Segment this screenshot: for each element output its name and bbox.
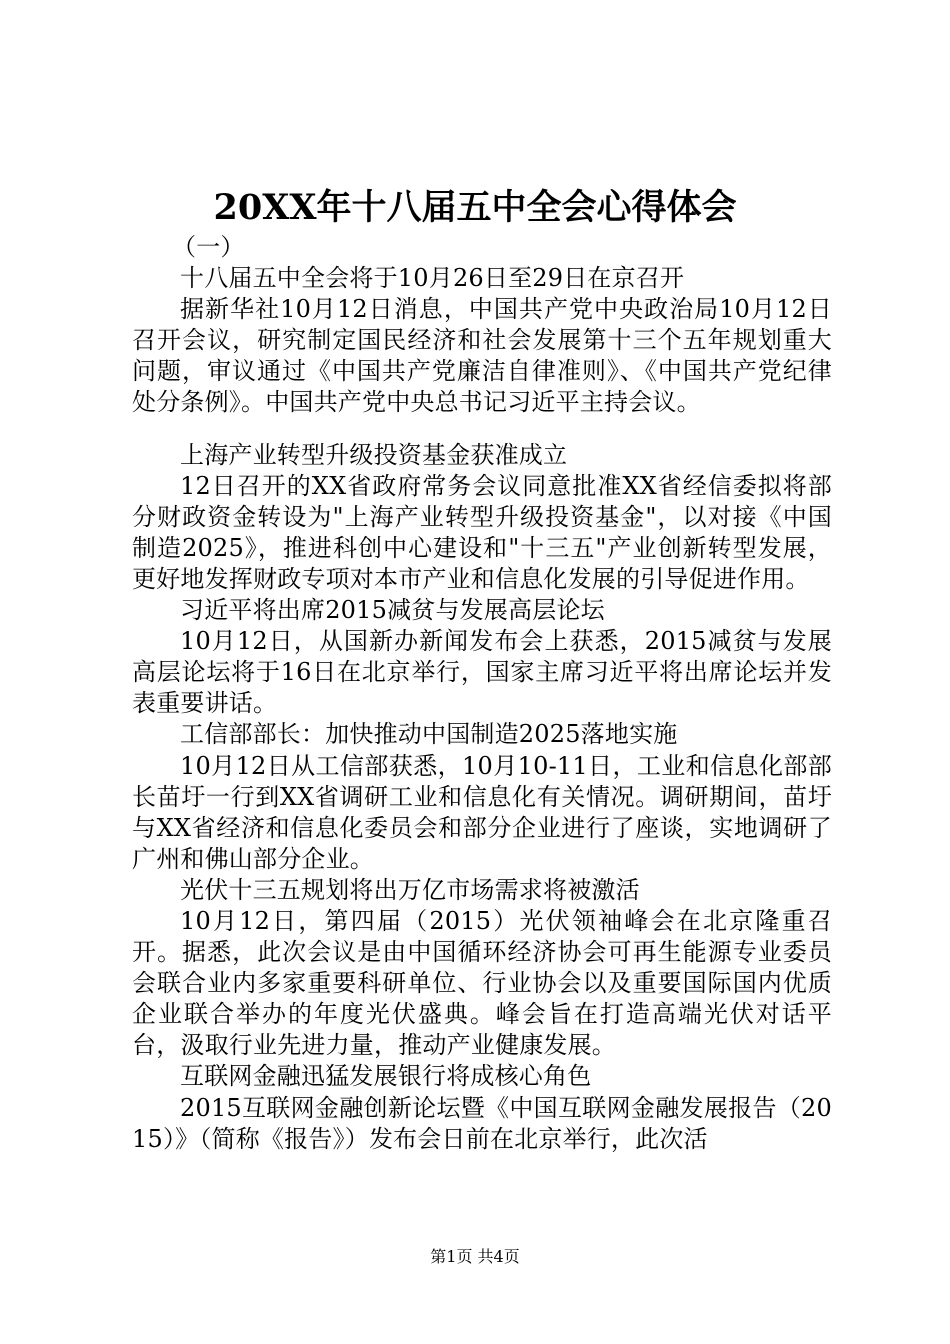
paragraph: 10月12日从工信部获悉，10月10-11日，工业和信息化部部长苗圩一行到XX省调研工业和信息化有关情况。调研期间，苗圩与XX省经济和信息化委员会和部分企业进行了座谈，实地调研了广州和佛山部分企业。 xyxy=(132,751,832,873)
document-title: 20XX年十八届五中全会心得体会 xyxy=(213,187,737,228)
document-body xyxy=(132,232,832,1155)
paragraph: 2015互联网金融创新论坛暨《中国互联网金融发展报告（2015）》（简称《报告》）发布会日前在北京举行，此次活 xyxy=(132,1093,832,1153)
paragraph: 上海产业转型升级投资基金获准成立 xyxy=(180,440,568,469)
page-footer: 第1页 共4页 xyxy=(430,1247,520,1266)
paragraph: 互联网金融迅猛发展银行将成核心角色 xyxy=(180,1062,592,1091)
section-number: （一） xyxy=(172,233,245,261)
paragraph: 工信部部长：加快推动中国制造2025落地实施 xyxy=(180,720,678,749)
paragraph: 据新华社10月12日消息，中国共产党中央政治局10月12日召开会议，研究制定国民经济和社会发展第十三个五年规划重大问题，审议通过《中国共产党廉洁自律准则》、《中国共产党纪律处分条例》。中国共产党中央总书记习近平主持会议。 xyxy=(132,295,832,417)
paragraph: 习近平将出席2015减贫与发展高层论坛 xyxy=(180,596,605,625)
paragraph: 光伏十三五规划将出万亿市场需求将被激活 xyxy=(180,875,640,904)
paragraph: 10月12日，第四届（2015）光伏领袖峰会在北京隆重召开。据悉，此次会议是由中国循环经济协会可再生能源专业委员会联合业内多家重要科研单位、行业协会以及重要国际国内优质企业联合举办的年度光伏盛典。峰会旨在打造高端光伏对话平台，汲取行业先进力量，推动产业健康发展。 xyxy=(132,906,832,1060)
paragraph: 12日召开的XX省政府常务会议同意批准XX省经信委拟将部分财政资金转设为"上海产业转型升级投资基金"，以对接《中国制造2025》，推进科创中心建设和"十三五"产业创新转型发展，更好地发挥财政专项对本市产业和信息化发展的引导促进作用。 xyxy=(132,471,832,593)
paragraph-gap xyxy=(132,419,832,440)
paragraph: 10月12日，从国新办新闻发布会上获悉，2015减贫与发展高层论坛将于16日在北京举行，国家主席习近平将出席论坛并发表重要讲话。 xyxy=(132,627,832,718)
paragraph: 十八届五中全会将于10月26日至29日在京召开 xyxy=(180,264,685,293)
